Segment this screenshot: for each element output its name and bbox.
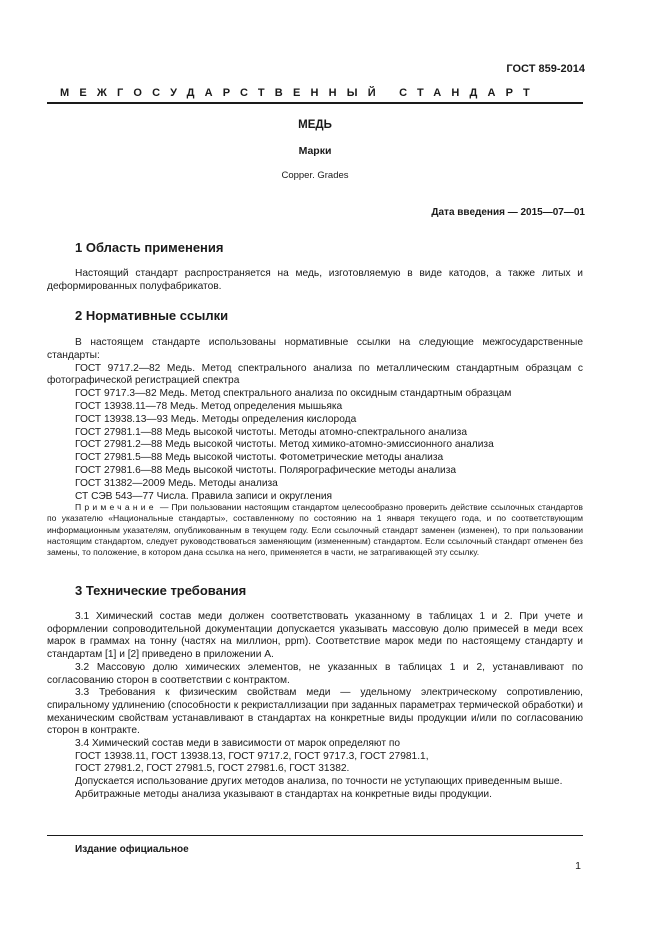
header-divider [47,102,583,104]
references-intro: В настоящем стандарте использованы нормативные ссылки на следующие межгосударственные стандарты: [47,337,583,361]
page-number: 1 [575,860,581,872]
requirements-block [47,611,583,802]
requirement-paragraph: 3.3 Требования к физическим свойствам меди — удельному электрическому сопротивлению, спиральному удлинению (способности к рекристаллизации при заданных параметрах термической обработки) и механическим свойствам устанавливают в стандартах на конкретные виды продукции и/или по согласованию сторон в контракте. [47,687,583,737]
reference-item: ГОСТ 13938.13—93 Медь. Методы определения кислорода [75,413,357,425]
requirement-paragraph: 3.1 Химический состав меди должен соответствовать указанному в таблицах 1 и 2. При учете и оформлении сопроводительной документации допускается указывать массовую долю примесей в меди всех марок в граммах на тонну (частях на миллион, ppm). Соответствие марок меди по настоящему стандарту и стандартам [1] и [2] приведено в приложении А. [47,611,583,661]
reference-item: ГОСТ 9717.3—82 Медь. Метод спектрального анализа по оксидным стандартным образцам [75,388,512,400]
reference-item: СТ СЭВ 543—77 Числа. Правила записи и округления [75,490,333,502]
reference-item: ГОСТ 9717.2—82 Медь. Метод спектрального анализа по металлическим стандартным образцам с фотографической регистрацией спектра [47,362,583,387]
section-heading-scope: 1 Область применения [75,240,224,255]
note-text: — При пользовании настоящим стандартом целесообразно проверить действие ссылочных стандартов по указателю «Национальные стандарты», составленному по состоянию на 1 января текущего года, и по соответствующим информационным указателям, опубликованным в текущем году. Если ссылочный стандарт заменен (изменен), то при пользовании настоящим стандартом, следует руководствоваться заменяющим (измененным) стандартом. Если ссылочный стандарт отменен без замены, то положение, в котором дана ссылка на него, применяется в части, не затрагивающей эту ссылку. [47,502,583,558]
official-edition-label: Издание официальное [75,844,189,855]
document-title: МЕДЬ [298,119,332,131]
reference-item: ГОСТ 13938.11—78 Медь. Метод определения мышьяка [75,400,343,412]
reference-item: ГОСТ 27981.1—88 Медь высокой чистоты. Методы атомно-спектрального анализа [75,426,468,438]
gost-list-line: ГОСТ 13938.11, ГОСТ 13938.13, ГОСТ 9717.2, ГОСТ 9717.3, ГОСТ 27981.1, [75,750,429,762]
reference-item: ГОСТ 27981.5—88 Медь высокой чистоты. Фотометрические методы анализа [75,452,444,464]
introduction-date: Дата введения — 2015—07—01 [431,207,585,218]
reference-item: ГОСТ 27981.6—88 Медь высокой чистоты. Полярографические методы анализа [75,464,457,476]
references-note [47,502,583,558]
document-code: ГОСТ 859-2014 [506,63,585,75]
requirement-paragraph: 3.2 Массовую долю химических элементов, не указанных в таблицах 1 и 2, устанавливают по согласованию сторон в соответствии с контрактом. [47,661,583,686]
references-block [47,337,583,503]
section-heading-references: 2 Нормативные ссылки [75,308,229,323]
reference-item: ГОСТ 27981.2—88 Медь высокой чистоты. Метод химико-атомно-эмиссионного анализа [75,439,494,451]
document-subtitle: Марки [298,145,332,157]
other-methods-paragraph: Допускается использование других методов анализа, по точности не уступающих приведенным выше. [75,776,563,788]
note-paragraph [47,502,583,558]
section-heading-requirements: 3 Технические требования [75,583,247,598]
scope-paragraph-block [47,268,583,294]
standard-banner: МЕЖГОСУДАРСТВЕННЫЙ СТАНДАРТ [60,87,540,99]
arbitration-paragraph: Арбитражные методы анализа указывают в стандартах на конкретные виды продукции. [75,788,492,800]
reference-item: ГОСТ 31382—2009 Медь. Методы анализа [75,477,278,489]
gost-list-line: ГОСТ 27981.2, ГОСТ 27981.5, ГОСТ 27981.6, ГОСТ 31382. [75,763,350,775]
note-label: Примечание [75,502,157,512]
requirement-paragraph: 3.4 Химический состав меди в зависимости от марок определяют по [75,738,401,750]
footer-divider [47,835,583,836]
scope-paragraph: Настоящий стандарт распространяется на медь, изготовляемую в виде катодов, а также литых и деформированных полуфабрикатов. [47,268,583,292]
document-title-english: Copper. Grades [281,170,349,181]
